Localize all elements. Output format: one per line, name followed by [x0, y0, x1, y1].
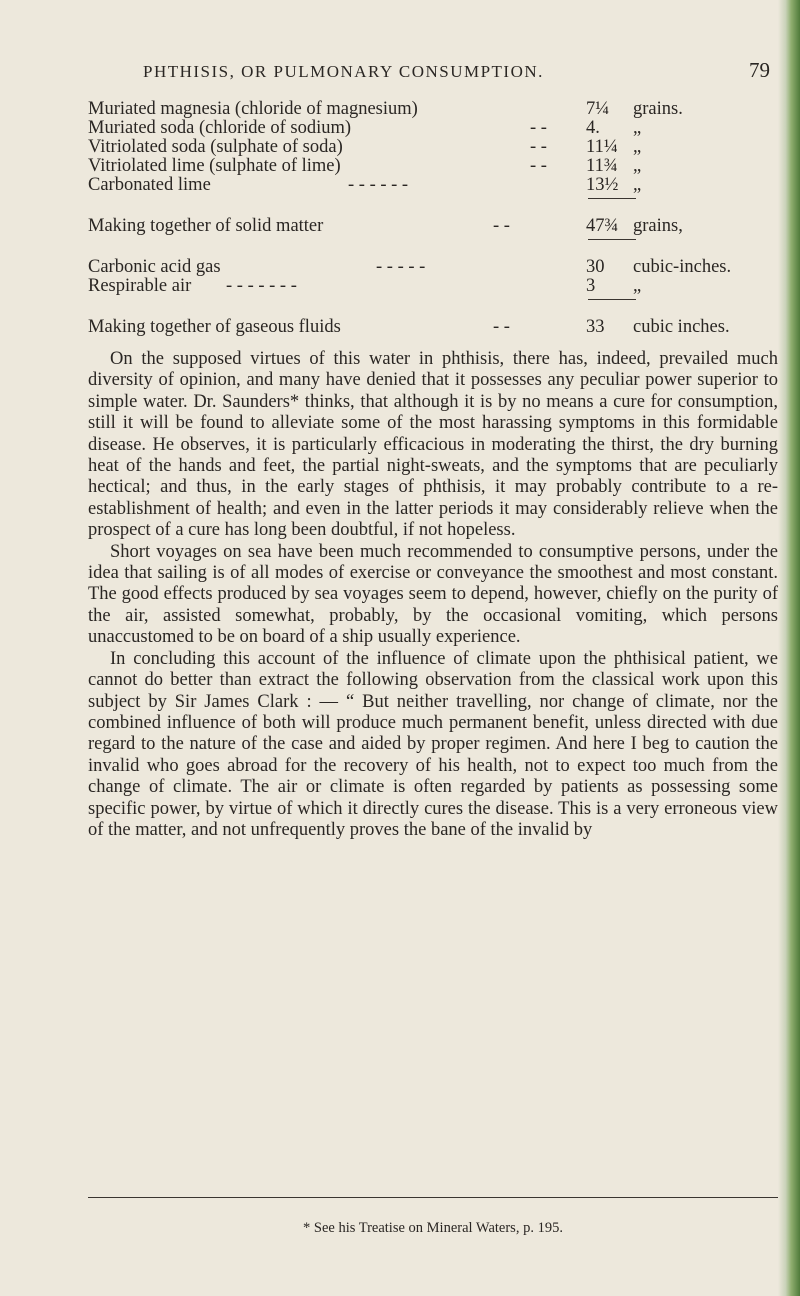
sum-rule — [88, 296, 778, 304]
row-label: Vitriolated soda (sulphate of soda) — [88, 137, 343, 157]
row-leader: - - - - - - - — [226, 276, 297, 296]
row-leader: - - — [493, 317, 510, 337]
row-quantity: 7¼ — [586, 99, 610, 119]
book-spine-edge — [778, 0, 800, 1296]
row-label: Vitriolated lime (sulphate of lime) — [88, 156, 341, 176]
body-text — [88, 349, 778, 841]
row-label: Carbonic acid gas — [88, 257, 221, 277]
row-leader: - - - - - — [376, 257, 426, 277]
row-unit: „ — [633, 118, 642, 138]
row-quantity: 47¾ — [586, 216, 619, 236]
row-unit: „ — [633, 137, 642, 157]
row-label: Making together of gaseous fluids — [88, 317, 341, 337]
table-row — [88, 277, 778, 296]
table-row — [88, 119, 778, 138]
sum-rule — [88, 195, 778, 203]
row-unit: „ — [633, 175, 642, 195]
row-quantity: 3 — [586, 276, 596, 296]
row-unit: cubic-inches. — [633, 257, 732, 277]
row-quantity: 11¼ — [586, 137, 618, 157]
row-quantity: 33 — [586, 317, 605, 337]
footnote-rule — [88, 1197, 778, 1198]
composition-table — [88, 100, 778, 337]
footnote: * See his Treatise on Mineral Waters, p. 195. — [303, 1220, 563, 1236]
paragraph: In concluding this account of the influence of climate upon the phthisical patient, we cannot do better than extract the following observation from the classical work upon this subject by Sir James Clark : — “ But neither travelling, nor change of climate, nor the combined influence of both will produce much permanent benefit, unless directed with due regard to the nature of the case and aided by proper regimen. And here I beg to caution the invalid who goes abroad for the recovery of his health, not to expect too much from the change of climate. The air or climate is often regarded by patients as possessing some specific power, by virtue of which it directly cures the disease. This is a very erroneous view of the matter, and not unfrequently proves the bane of the invalid by — [88, 648, 778, 840]
row-quantity: 13½ — [586, 175, 619, 195]
row-unit: cubic inches. — [633, 317, 730, 337]
table-total-row — [88, 318, 778, 337]
table-row — [88, 138, 778, 157]
row-label: Muriated magnesia (chloride of magnesium) — [88, 99, 418, 119]
table-row — [88, 258, 778, 277]
running-header — [88, 58, 778, 88]
row-leader: - - — [530, 118, 547, 138]
row-leader: - - — [530, 137, 547, 157]
table-row — [88, 176, 778, 195]
row-leader: - - - - - - — [348, 175, 409, 195]
row-unit: „ — [633, 156, 642, 176]
row-leader: - - — [493, 216, 510, 236]
book-page — [88, 58, 778, 841]
row-leader: - - — [530, 156, 547, 176]
row-label: Muriated soda (chloride of sodium) — [88, 118, 352, 138]
table-row — [88, 157, 778, 176]
row-label: Respirable air — [88, 276, 192, 296]
paragraph: Short voyages on sea have been much recommended to consumptive persons, under the idea that sailing is of all modes of exercise or conveyance the smoothest and most constant. The good effects produced by sea voyages seem to depend, however, chiefly on the purity of the air, assisted somewhat, probably, by the occasional vomiting, which persons unaccustomed to be on board of a ship usually experience. — [88, 541, 778, 648]
page-number: 79 — [749, 58, 770, 82]
row-unit: „ — [633, 276, 642, 296]
sum-rule — [88, 236, 778, 244]
row-quantity: 11¾ — [586, 156, 618, 176]
running-title: PHTHISIS, OR PULMONARY CONSUMPTION. — [143, 62, 544, 81]
row-quantity: 4. — [586, 118, 600, 138]
paragraph: On the supposed virtues of this water in phthisis, there has, indeed, prevailed much diversity of opinion, and many have denied that it possesses any peculiar power superior to simple water. Dr. Saunders* thinks, that although it is by no means a cure for consumption, still it will be found to alleviate some of the most harassing symptoms in this formidable disease. He observes, it is particularly efficacious in moderating the thirst, the dry burning heat of the hands and feet, the partial night-sweats, and the symptoms that are peculiarly hectical; and thus, in the early stages of phthisis, it may probably contribute to a re-establishment of health; and even in the latter periods it may considerably relieve when the prospect of a cure has long been doubtful, if not hopeless. — [88, 349, 778, 541]
row-label: Carbonated lime — [88, 175, 211, 195]
row-unit: grains, — [633, 216, 683, 236]
table-total-row — [88, 217, 778, 236]
row-quantity: 30 — [586, 257, 605, 277]
row-unit: grains. — [633, 99, 683, 119]
table-row — [88, 100, 778, 119]
row-label: Making together of solid matter — [88, 216, 324, 236]
